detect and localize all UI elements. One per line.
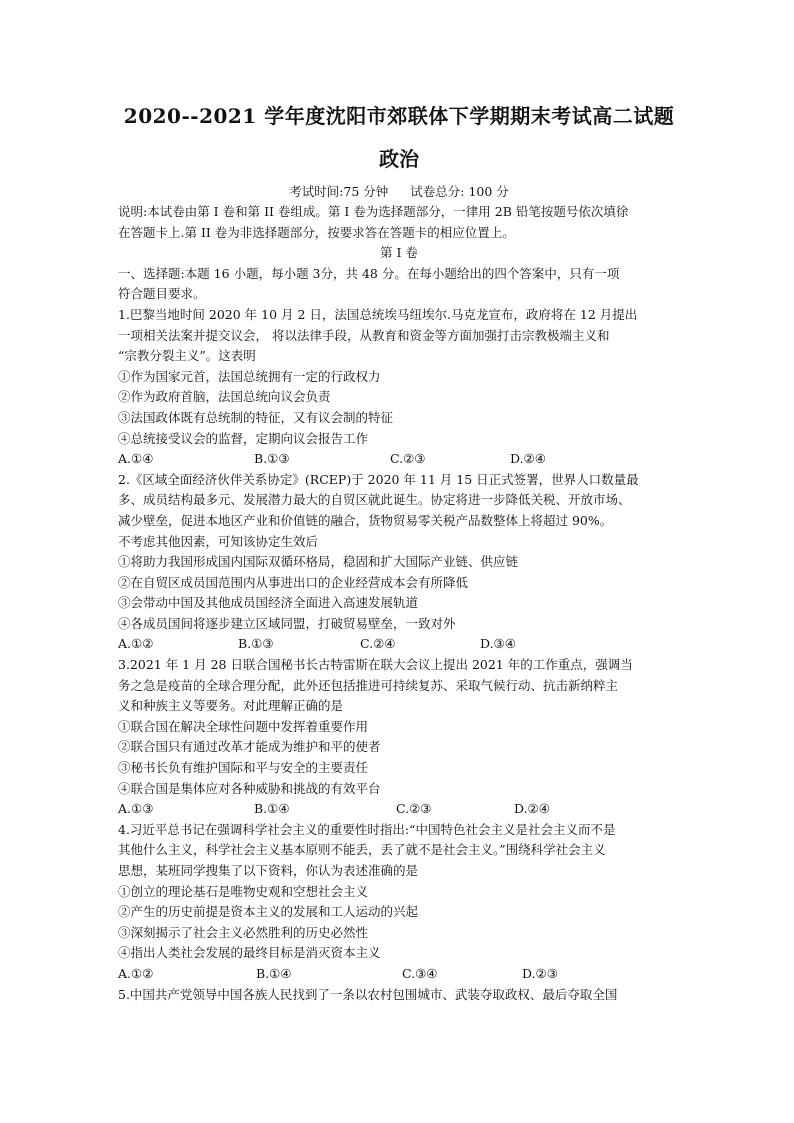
exam-time: 考试时间:75 分钟	[289, 184, 389, 199]
question-2	[118, 470, 680, 655]
option-b: B.①④	[254, 801, 290, 817]
option-a: A.①②	[118, 636, 154, 652]
question-1	[118, 305, 680, 470]
answer-options	[118, 634, 680, 655]
option-a: A.①③	[118, 801, 154, 817]
instruction-line: 在答题卡上.第 II 卷为非选择题部分，按要求答在答题卡的相应位置上。	[118, 224, 515, 240]
question-stem-line: 不考虑其他因素，可知该协定生效后	[118, 533, 319, 549]
question-stem-line: 义和种族主义等要务。对此理解正确的是	[118, 698, 344, 714]
option-c: C.③④	[402, 965, 438, 981]
option-c: C.②④	[360, 636, 396, 652]
question-3	[118, 655, 680, 820]
question-stem-line: 4.习近平总书记在强调科学社会主义的重要性时指出:“中国特色社会主义是社会主义而不是	[118, 821, 616, 837]
statement-item: ③深刻揭示了社会主义必然胜利的历史必然性	[118, 924, 369, 940]
statement-item: ①将助力我国形成国内国际双循环格局，稳固和扩大国际产业链、供应链	[118, 554, 519, 570]
question-stem-line: 一项相关法案并提交议会， 将以法律手段，从教育和资金等方面加强打击宗教极端主义和	[118, 327, 610, 343]
statement-item: ①联合国在解决全球性问题中发挥着重要作用	[118, 718, 369, 734]
option-d: D.③④	[480, 636, 516, 652]
total-score: 试卷总分: 100 分	[410, 184, 509, 199]
question-stem-line: 2.《区域全面经济伙伴关系协定》(RCEP)于 2020 年 11 月 15 日正式签署，世界人口数量最	[118, 471, 639, 487]
section-intro-line: 一、选择题:本题 16 小题，每小题 3分，共 48 分。在每小题给出的四个答案中，只有一项	[118, 265, 620, 281]
option-c: C.②③	[390, 451, 426, 467]
question-stem-line: 5.中国共产党领导中国各族人民找到了一条以农村包围城市、武装夺取政权、最后夺取全国	[118, 986, 618, 1002]
section-intro-line: 符合题目要求。	[118, 286, 206, 302]
statement-item: ④联合国是集体应对各种威胁和挑战的有效平台	[118, 780, 381, 796]
statement-item: ③法国政体既有总统制的特征，又有议会制的特征	[118, 409, 394, 425]
answer-options	[118, 799, 680, 820]
question-5	[118, 985, 680, 1006]
question-stem-line: 务之急是疫苗的全球合理分配，此外还包括推进可持续复苏、采取气候行动、抗击新纳粹主	[118, 677, 619, 693]
question-stem-line: 其他什么主义，科学社会主义基本原则不能丢，丢了就不是社会主义。”围绕科学社会主义	[118, 842, 606, 858]
statement-item: ②作为政府首脑，法国总统向议会负责	[118, 389, 331, 405]
exam-title: 2020--2021 学年度沈阳市郊联体下学期期末考试高二试题	[123, 104, 675, 128]
option-a: A.①②	[118, 965, 154, 981]
statement-item: ①作为国家元首，法国总统拥有一定的行政权力	[118, 368, 381, 384]
statement-item: ②在自贸区成员国范围内从事进出口的企业经营成本会有所降低	[118, 574, 469, 590]
exam-meta	[118, 182, 680, 202]
option-d: D.②④	[510, 451, 546, 467]
option-c: C.②③	[396, 801, 432, 817]
instruction-line: 说明:本试卷由第 I 卷和第 II 卷组成。第 I 卷为选择题部分，一律用 2B 铅笔按题号依次填徐	[118, 204, 629, 219]
question-4	[118, 820, 680, 985]
option-b: B.①③	[254, 451, 290, 467]
answer-options	[118, 449, 680, 470]
question-stem-line: 1.巴黎当地时间 2020 年 10 月 2 日，法国总统埃马纽埃尔.马克龙宣布，政府将在 12 月提出	[118, 306, 638, 322]
option-d: D.②④	[514, 801, 550, 817]
answer-options	[118, 964, 680, 985]
statement-item: ③秘书长负有维护国际和平与安全的主要责任	[118, 760, 369, 776]
statement-item: ④总统接受议会的监督，定期向议会报告工作	[118, 430, 369, 446]
statement-item: ②产生的历史前提是资本主义的发展和工人运动的兴起	[118, 904, 419, 920]
statement-item: ④各成员国间将逐步建立区域同盟，打破贸易壁垒，一致对外	[118, 615, 456, 631]
option-b: B.①③	[238, 636, 274, 652]
statement-item: ④指出人类社会发展的最终目标是消灭资本主义	[118, 945, 381, 961]
statement-item: ③会带动中国及其他成员国经济全面进入高速发展轨道	[118, 595, 419, 611]
exam-page	[118, 100, 680, 1005]
question-stem-line: 3.2021 年 1 月 28 日联合国秘书长古特雷斯在联大会议上提出 2021 年的工作重点，强调当	[118, 657, 633, 673]
subject-title: 政治	[379, 147, 419, 171]
question-stem-line: 多、成员结构最多元、发展潜力最大的自贸区就此诞生。协定将进一步降低关税、开放市场、	[118, 492, 631, 508]
question-stem-line: “宗教分裂主义”。这表明	[118, 348, 256, 364]
statement-item: ①创立的理论基石是唯物史观和空想社会主义	[118, 883, 369, 899]
statement-item: ②联合国只有通过改革才能成为维护和平的使者	[118, 739, 381, 755]
question-stem-line: 减少壁垒，促进本地区产业和价值链的融合，货物贸易零关税产品数整体上将超过 90%。	[118, 512, 613, 528]
option-a: A.①④	[118, 451, 154, 467]
option-b: B.①④	[256, 965, 292, 981]
section-title: 第 I 卷	[380, 245, 418, 261]
question-stem-line: 思想，某班同学搜集了以下资料，你认为表述准确的是	[118, 863, 419, 878]
option-d: D.②③	[522, 965, 558, 981]
